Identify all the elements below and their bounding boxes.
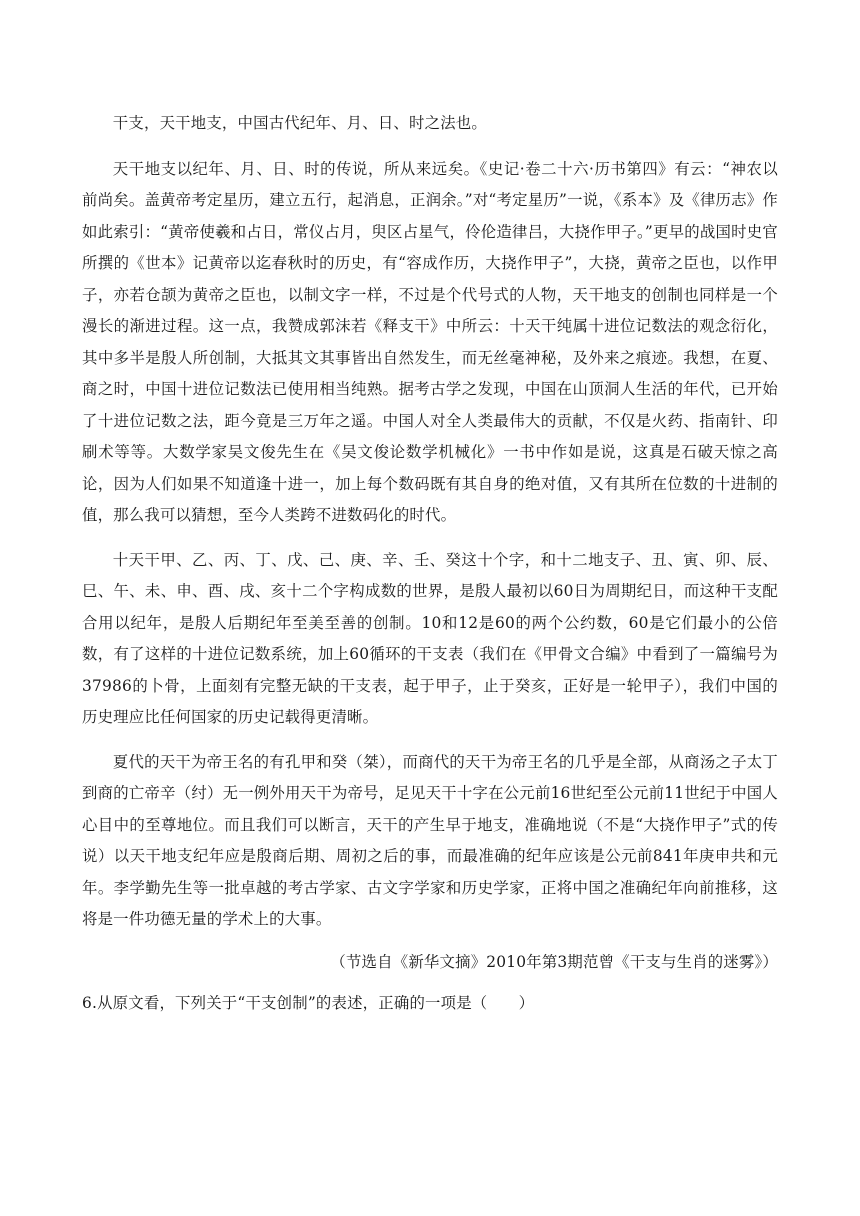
paragraph-1: 干支，天干地支，中国古代纪年、月、日、时之法也。 <box>112 114 487 132</box>
document-page <box>82 108 778 1020</box>
question-6: 6.从原文看，下列关于“干支创制”的表述，正确的一项是（ ） <box>82 994 535 1012</box>
paragraph-2: 天干地支以纪年、月、日、时的传说，所从来远矣。《史记·卷二十六·历书第四》有云：“神农以前尚矣。盖黄帝考定星历，建立五行，起消息，正润余。”对“考定星历”一说，《系本》及《律历志》作如此索引：“黄帝使羲和占日，常仪占月，臾区占星气，伶伦造律吕，大挠作甲子。”更早的战国时史官所撰的《世本》记黄帝以迄春秋时的历史，有“容成作历，大挠作甲子”，大挠，黄帝之臣也，以作甲子，亦若仓颉为黄帝之臣也，以制文字一样，不过是个代号式的人物，天干地支的创制也同样是一个漫长的渐进过程。这一点，我赞成郭沫若《释支干》中所云：十天干纯属十进位记数法的观念衍化，其中多半是殷人所创制，大抵其文其事皆出自然发生，而无丝毫神秘，及外来之痕迹。我想，在夏、商之时，中国十进位记数法已使用相当纯熟。据考古学之发现，中国在山顶洞人生活的年代，已开始了十进位记数之法，距今竟是三万年之遥。中国人对全人类最伟大的贡献，不仅是火药、指南针、印刷术等等。大数学家吴文俊先生在《吴文俊论数学机械化》一书中作如是说，这真是石破天惊之高论，因为人们如果不知道逢十进一，加上每个数码既有其自身的绝对值，又有其所在位数的十进制的值，那么我可以猜想，至今人类跨不进数码化的时代。 <box>82 159 778 524</box>
paragraph-3: 十天干甲、乙、丙、丁、戊、己、庚、辛、壬、癸这十个字，和十二地支子、丑、寅、卯、辰、巳、午、未、申、酉、戌、亥十二个字构成数的世界，是殷人最初以60日为周期纪日，而这种干支配合用以纪年，是殷人后期纪年至美至善的创制。10和12是60的两个公约数，60是它们最小的公倍数，有了这样的十进位记数系统，加上60循环的干支表（我们在《甲骨文合编》中看到了一篇编号为37986的卜骨，上面刻有完整无缺的干支表，起于甲子，止于癸亥，正好是一轮甲子），我们中国的历史理应比任何国家的历史记载得更清晰。 <box>82 550 778 726</box>
paragraph-4: 夏代的天干为帝王名的有孔甲和癸（桀），而商代的天干为帝王名的几乎是全部，从商汤之子太丁到商的亡帝辛（纣）无一例外用天干为帝号，足见天干十字在公元前16世纪至公元前11世纪于中国人心目中的至尊地位。而且我们可以断言，天干的产生早于地支，准确地说（不是“大挠作甲子”式的传说）以天干地支纪年应是殷商后期、周初之后的事，而最准确的纪年应该是公元前841年庚申共和元年。李学勤先生等一批卓越的考古学家、古文字学家和历史学家，正将中国之准确纪年向前推移，这将是一件功德无量的学术上的大事。 <box>82 752 778 928</box>
source-citation: （节选自《新华文摘》2010年第3期范曾《干支与生肖的迷雾》） <box>330 952 778 971</box>
